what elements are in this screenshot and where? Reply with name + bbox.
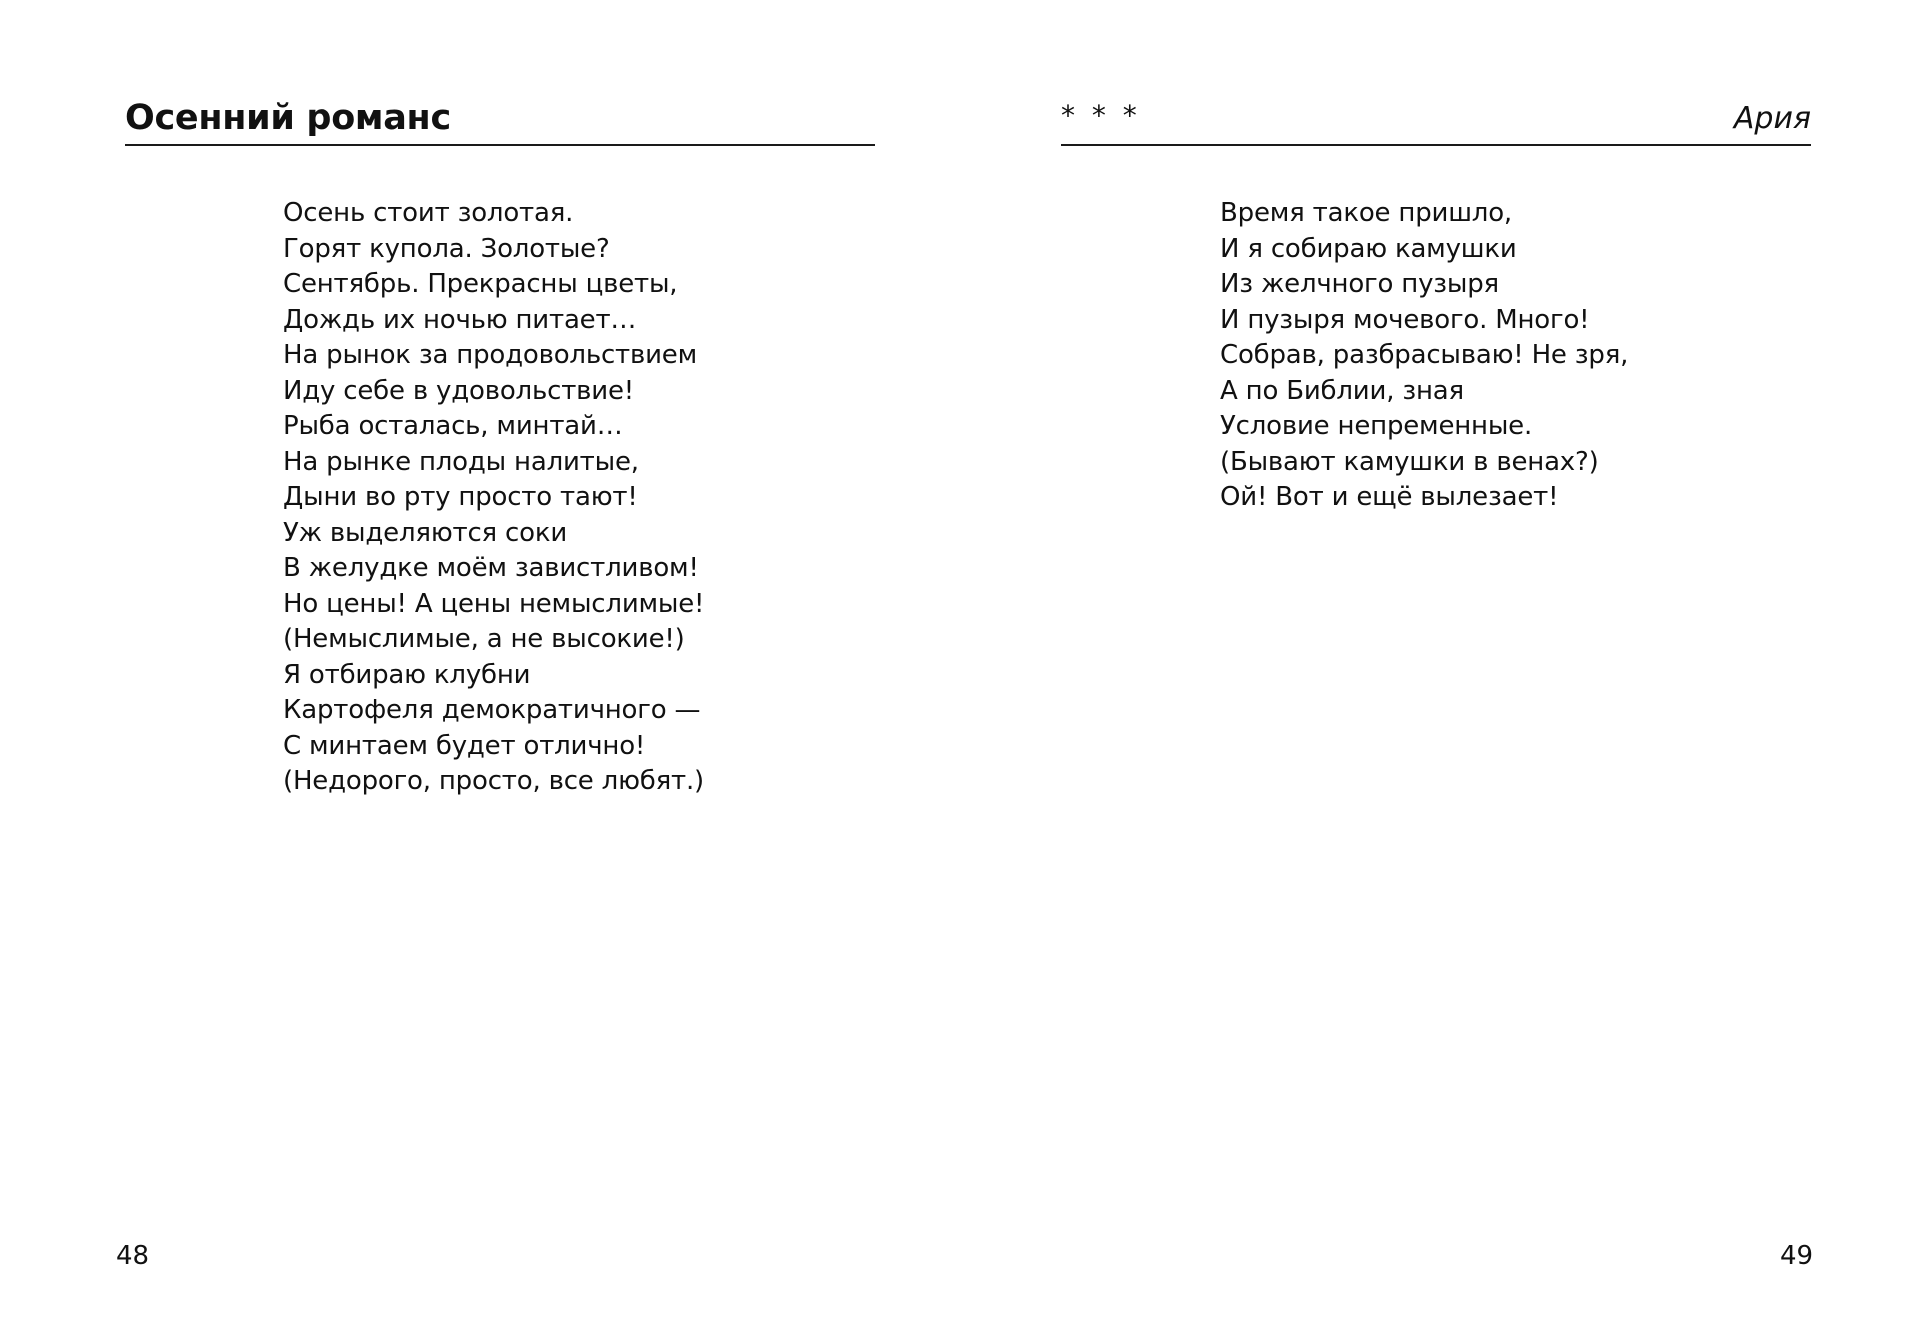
page-number-left: 48 — [116, 1241, 150, 1271]
poem-line: Рыба осталась, минтай… — [283, 411, 623, 441]
poem-line: (Бывают камушки в венах?) — [1220, 446, 1599, 477]
running-head: Ария — [1733, 101, 1811, 136]
poem-separator-stars: * * * — [1061, 99, 1141, 132]
poem-line: На рынок за продовольствием — [283, 340, 698, 370]
poem-line: Уж выделяются соки — [283, 517, 568, 548]
poem-line: Из желчного пузыря — [1220, 269, 1499, 299]
poem-line: Дождь их ночью питает… — [283, 304, 637, 335]
poem-line: Осень стоит золотая. — [283, 198, 574, 228]
poem-line: Условие непременные. — [1220, 411, 1533, 441]
right-page — [964, 0, 1927, 1327]
poem-line: Ой! Вот и ещё вылезает! — [1220, 482, 1559, 512]
page-number-right: 49 — [1780, 1241, 1814, 1271]
poem-title: Осенний романс — [125, 98, 451, 138]
poem-line: Но цены! А цены немыслимые! — [283, 588, 705, 619]
poem-line: Картофеля демократичного — — [283, 695, 701, 725]
left-page-header — [125, 88, 875, 146]
poem-line: Иду себе в удовольствие! — [283, 375, 634, 406]
right-poem-stanza — [1220, 196, 1628, 516]
poem-line: Время такое пришло, — [1220, 198, 1512, 228]
left-poem-stanza — [283, 196, 704, 800]
poem-line: (Немыслимые, а не высокие!) — [283, 624, 685, 654]
poem-line: Я отбираю клубни — [283, 659, 531, 690]
poem-line: Дыни во рту просто тают! — [283, 482, 638, 512]
poem-line: На рынке плоды налитые, — [283, 446, 639, 477]
poem-line: Собрав, разбрасываю! Не зря, — [1220, 340, 1629, 370]
poem-line: С минтаем будет отлично! — [283, 730, 646, 761]
poem-line: Горят купола. Золотые? — [283, 233, 610, 264]
poem-line: И пузыря мочевого. Много! — [1220, 304, 1590, 335]
poem-line: Сентябрь. Прекрасны цветы, — [283, 269, 678, 299]
poem-line: А по Библии, зная — [1220, 375, 1464, 406]
poem-line: (Недорого, просто, все любят.) — [283, 766, 704, 796]
right-page-header — [1061, 88, 1811, 146]
poem-line: И я собираю камушки — [1220, 233, 1517, 264]
poem-line: В желудке моём завистливом! — [283, 553, 699, 583]
